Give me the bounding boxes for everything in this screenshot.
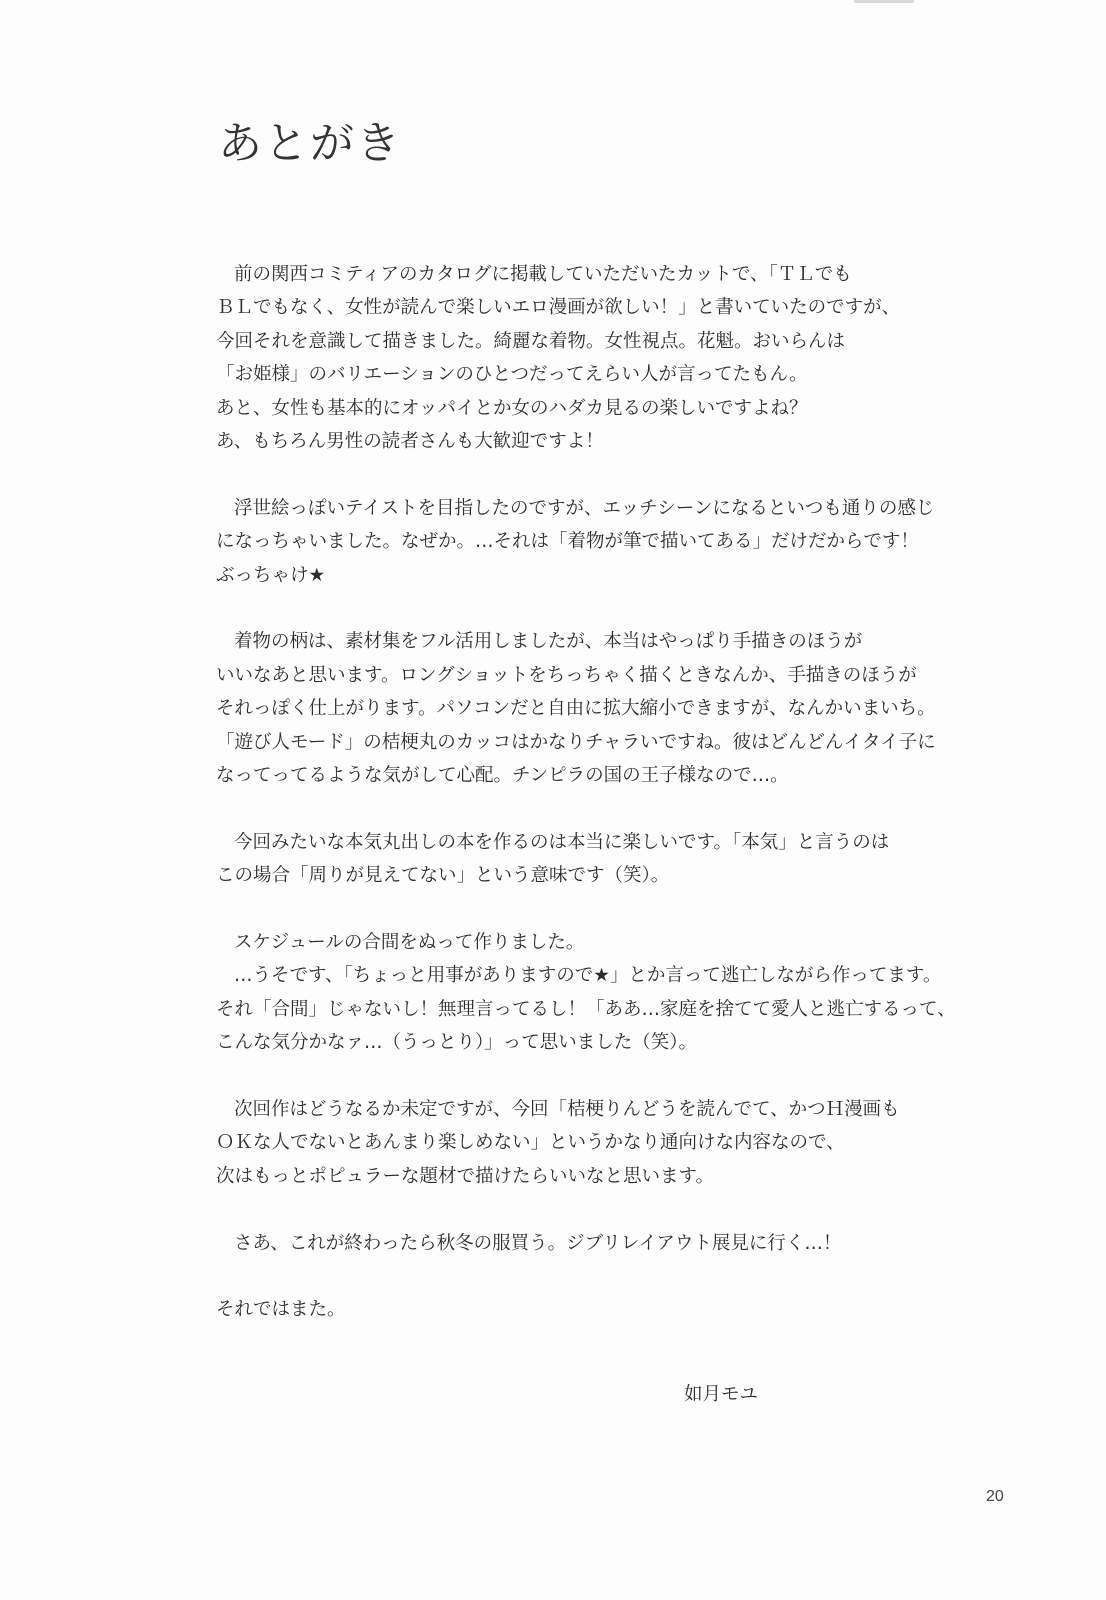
text-line: なってってるような気がして心配。チンピラの国の王子様なので…。 [216, 765, 789, 787]
scan-edge-mark [854, 0, 914, 3]
paragraph [216, 625, 976, 792]
text-line: 浮世絵っぽいテイストを目指したのですが、エッチシーンになるといつも通りの感じ [234, 497, 935, 519]
text-line: それ「合間」じゃないし！無理言ってるし！「ああ…家庭を捨てて愛人と逃亡するって、 [216, 998, 956, 1020]
text-line: ＢＬでもなく、女性が読んで楽しいエロ漫画が欲しい！」と書いていたのですが、 [216, 297, 901, 319]
text-line: この場合「周りが見えてない」という意味です（笑）。 [216, 865, 670, 887]
text-line: 今回それを意識して描きました。綺麗な着物。女性視点。花魁。おいらんは [216, 330, 846, 352]
paragraph [216, 926, 976, 1060]
paragraph [216, 1093, 976, 1193]
paragraph [216, 1227, 976, 1260]
text-line: 前の関西コミティアのカタログに掲載していただいたカットで、「ＴＬでも [234, 264, 852, 285]
afterword-body [216, 258, 976, 1327]
text-line: 次回作はどうなるか未定ですが、今回「桔梗りんどうを読んでて、かつＨ漫画も [234, 1099, 900, 1121]
page-title: あとがき [218, 118, 402, 169]
text-line: それっぽく仕上がります。パソコンだと自由に拡大縮小できますが、なんかいまいち。 [216, 698, 936, 720]
text-line: あ、もちろん男性の読者さんも大歓迎ですよ！ [216, 431, 604, 453]
text-line: ぶっちゃけ★ [216, 564, 326, 586]
text-line: 次はもっとポピュラーな題材で描けたらいいなと思います。 [216, 1165, 715, 1187]
author-signature: 如月モユ [684, 1384, 759, 1405]
text-line: …うそです、「ちょっと用事がありますので★」とか言って逃亡しながら作ってます。 [234, 965, 942, 987]
text-line: 今回みたいな本気丸出しの本を作るのは本当に楽しいです。「本気」と言うのは [234, 831, 890, 853]
paragraph [216, 258, 976, 458]
text-line: になっちゃいました。なぜか。…それは「着物が筆で描いてある」だけだからです！ [216, 531, 919, 553]
paragraph [216, 826, 976, 893]
text-line: いいなあと思います。ロングショットをちっちゃく描くときなんか、手描きのほうが [216, 664, 917, 686]
text-line: 「遊び人モード」の桔梗丸のカッコはかなりチャラいですね。彼はどんどんイタイ子に [216, 731, 936, 753]
text-line: さあ、これが終わったら秋冬の服買う。ジブリレイアウト展見に行く…！ [234, 1232, 842, 1254]
text-line: それではまた。 [216, 1299, 346, 1321]
text-line: 着物の柄は、素材集をフル活用しましたが、本当はやっぱり手描きのほうが [234, 631, 863, 653]
text-line: あと、女性も基本的にオッパイとか女のハダカ見るの楽しいですよね？ [216, 397, 808, 419]
text-line: スケジュールの合間をぬって作りました。 [234, 932, 585, 954]
paragraph [216, 492, 976, 592]
text-line: ＯＫな人でないとあんまり楽しめない」というかなり通向けな内容なので、 [216, 1132, 845, 1154]
text-line: こんな気分かなァ…（うっとり）」って思いました（笑）。 [216, 1032, 698, 1054]
page-number: 20 [986, 1488, 1004, 1505]
text-line: 「お姫様」のバリエーションのひとつだってえらい人が言ってたもん。 [216, 364, 808, 386]
paragraph [216, 1293, 976, 1326]
